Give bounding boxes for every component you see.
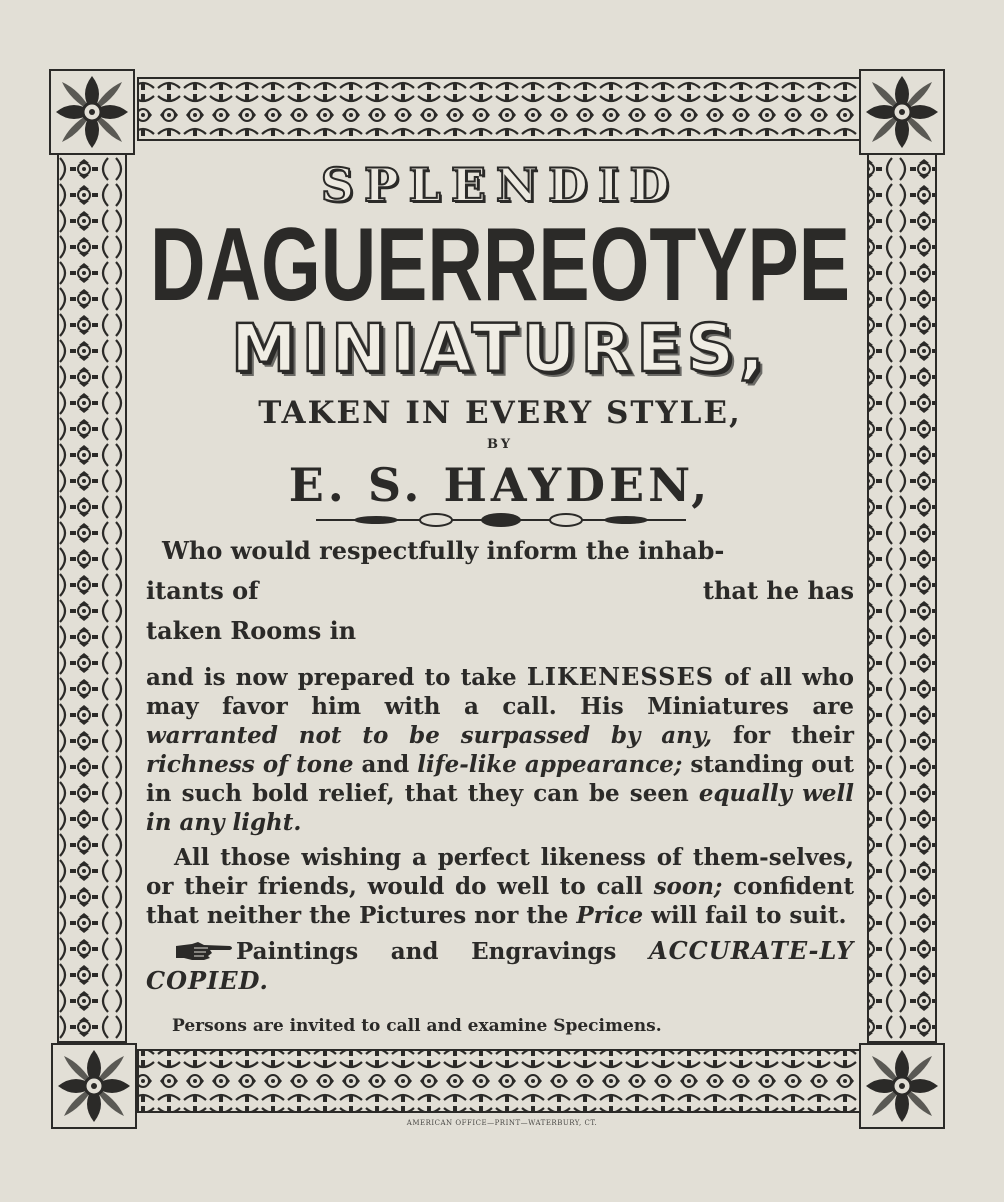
headline-splendid: SPLENDID	[320, 158, 680, 212]
para1-text: for their	[712, 722, 854, 749]
intro-line-b-right: that he has	[702, 576, 854, 605]
svg-text:DAGUERREOTYPE: DAGUERREOTYPE	[150, 207, 850, 323]
para1-text: standing out in such bold relief, that they can be seen	[146, 751, 854, 807]
headline-daguerreotype	[146, 204, 854, 323]
headline-taken-in-every-style: TAKEN IN EVERY STYLE,	[258, 395, 742, 431]
body-copy	[146, 662, 854, 996]
headline-by: BY	[486, 437, 514, 452]
para2-text: confident that neither the Pictures nor the	[146, 873, 854, 929]
paragraph-those-wishing	[146, 843, 854, 930]
para1-likenesses: LIKENESSES	[526, 662, 715, 691]
paragraph-paintings	[146, 936, 854, 996]
intro-line-b	[146, 576, 854, 605]
para1-text: of all who may favor him with a call. His Miniatures are	[146, 664, 855, 720]
para3-accurately-copied: ACCURATE-LY COPIED.	[146, 936, 854, 995]
para2-italic: soon;	[653, 873, 723, 900]
para1-italic: richness of tone	[146, 751, 354, 778]
closing-line: Persons are invited to call and examine Specimens.	[172, 1016, 662, 1036]
intro-line-c: taken Rooms in	[146, 616, 357, 645]
intro-line-b-left: itants of	[146, 576, 259, 605]
para2-text: All those wishing a perfect likeness of them-selves, or their friends, would do well to call	[146, 844, 854, 900]
pointing-hand-icon	[174, 940, 236, 962]
para1-italic: life-like appearance;	[417, 751, 683, 778]
ornamental-rule	[316, 512, 686, 528]
para3-text: Paintings and Engravings	[236, 938, 649, 965]
headline-name: E. S. HAYDEN,	[288, 458, 712, 512]
para1-italic: warranted not to be surpassed by any,	[146, 722, 713, 749]
para1-italic: equally well in any light.	[146, 780, 855, 836]
para1-text: and	[353, 751, 418, 778]
headline-miniatures: MINIATURES,	[230, 310, 770, 387]
paragraph-likenesses	[146, 662, 854, 837]
para2-text: will fail to suit.	[643, 902, 847, 929]
intro-line-a: Who would respectfully inform the inhab-	[162, 536, 725, 565]
poster-content	[146, 150, 854, 1050]
para2-italic: Price	[576, 902, 644, 929]
para1-text: and is now prepared to take	[146, 664, 527, 691]
printer-imprint: AMERICAN OFFICE—PRINT—WATERBURY, CT.	[406, 1119, 598, 1127]
